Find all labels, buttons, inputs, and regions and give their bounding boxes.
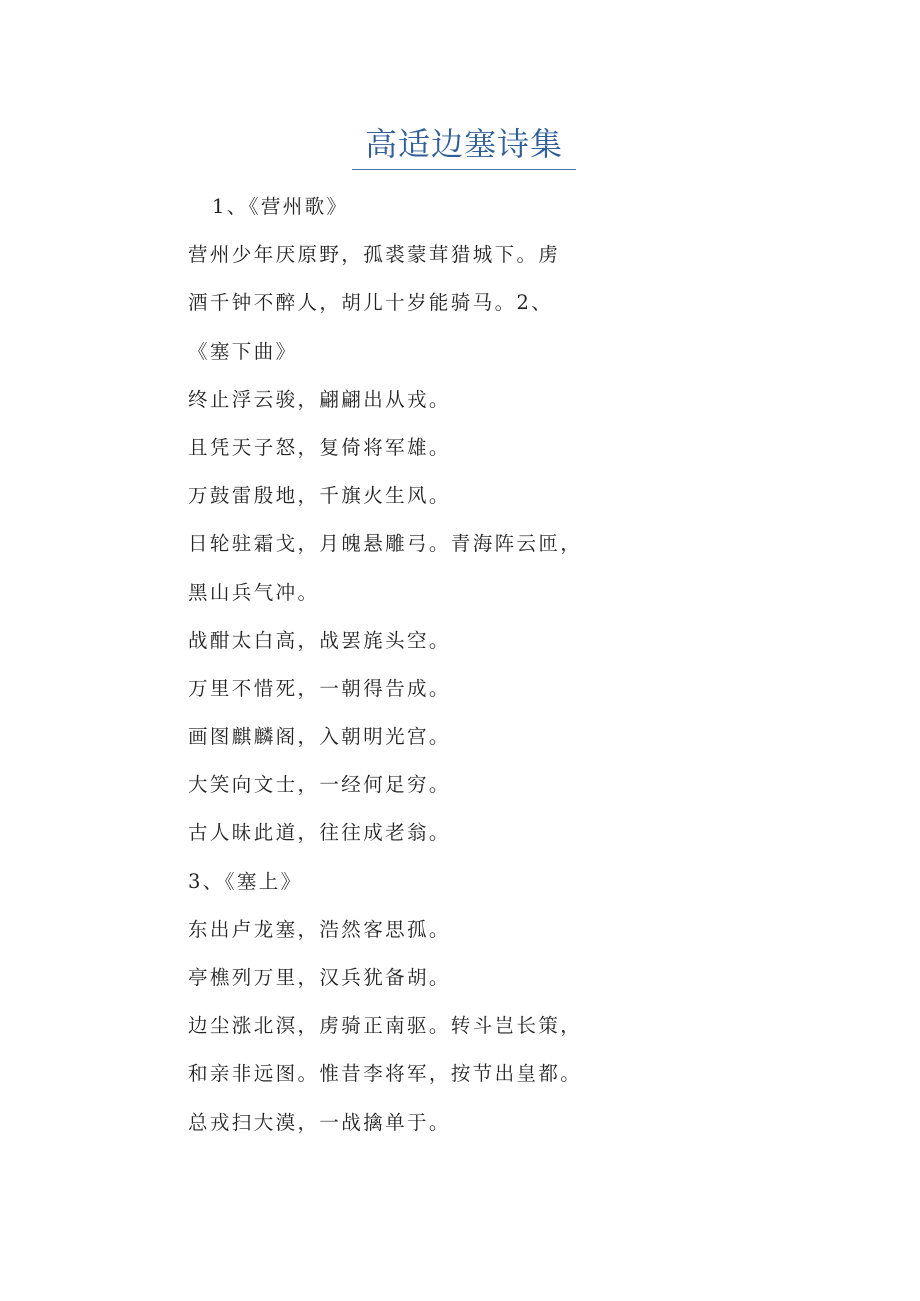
poem-line: 大笑向文士，一经何足穷。 — [188, 773, 451, 797]
poem-line: 亭樵列万里，汉兵犹备胡。 — [188, 966, 451, 989]
poem-line: 酒千钟不醉人，胡儿十岁能骑马。2、 — [188, 291, 554, 315]
title-block — [352, 122, 576, 170]
poem-line: 《塞下曲》 — [188, 339, 298, 363]
page-title: 高适边塞诗集 — [364, 125, 563, 163]
poem-line: 终止浮云骏，翩翩出从戎。 — [188, 387, 451, 411]
poem-line: 边尘涨北溟，虏骑正南驱。转斗岂长策， — [188, 1014, 583, 1038]
poem-line: 东出卢龙塞，浩然客思孤。 — [188, 917, 451, 941]
poem-line: 万鼓雷殷地，千旗火生风。 — [188, 484, 451, 508]
poem-line: 营州少年厌原野，孤裘蒙茸猎城下。虏 — [188, 243, 561, 267]
poem-line: 总戎扫大漠，一战擒单于。 — [188, 1110, 451, 1134]
poem-line: 画图麒麟阁，入朝明光宫。 — [188, 725, 451, 749]
poem-text — [188, 190, 748, 1154]
poem-line: 古人昧此道，往往成老翁。 — [188, 821, 451, 845]
title-underline — [352, 169, 576, 170]
poem-line: 3、《塞上》 — [188, 869, 303, 893]
poem-line: 1、《营州歌》 — [212, 195, 349, 218]
poem-line: 战酣太白高，战罢旄头空。 — [188, 628, 451, 652]
poem-line: 万里不惜死，一朝得告成。 — [188, 676, 451, 700]
poem-line: 和亲非远图。惟昔李将军，按节出皇都。 — [188, 1062, 583, 1086]
poem-line: 且凭天子怒，复倚将军雄。 — [188, 435, 451, 459]
poem-line: 黑山兵气冲。 — [188, 580, 320, 604]
poem-line: 日轮驻霜戈，月魄悬雕弓。青海阵云匝， — [188, 532, 583, 556]
